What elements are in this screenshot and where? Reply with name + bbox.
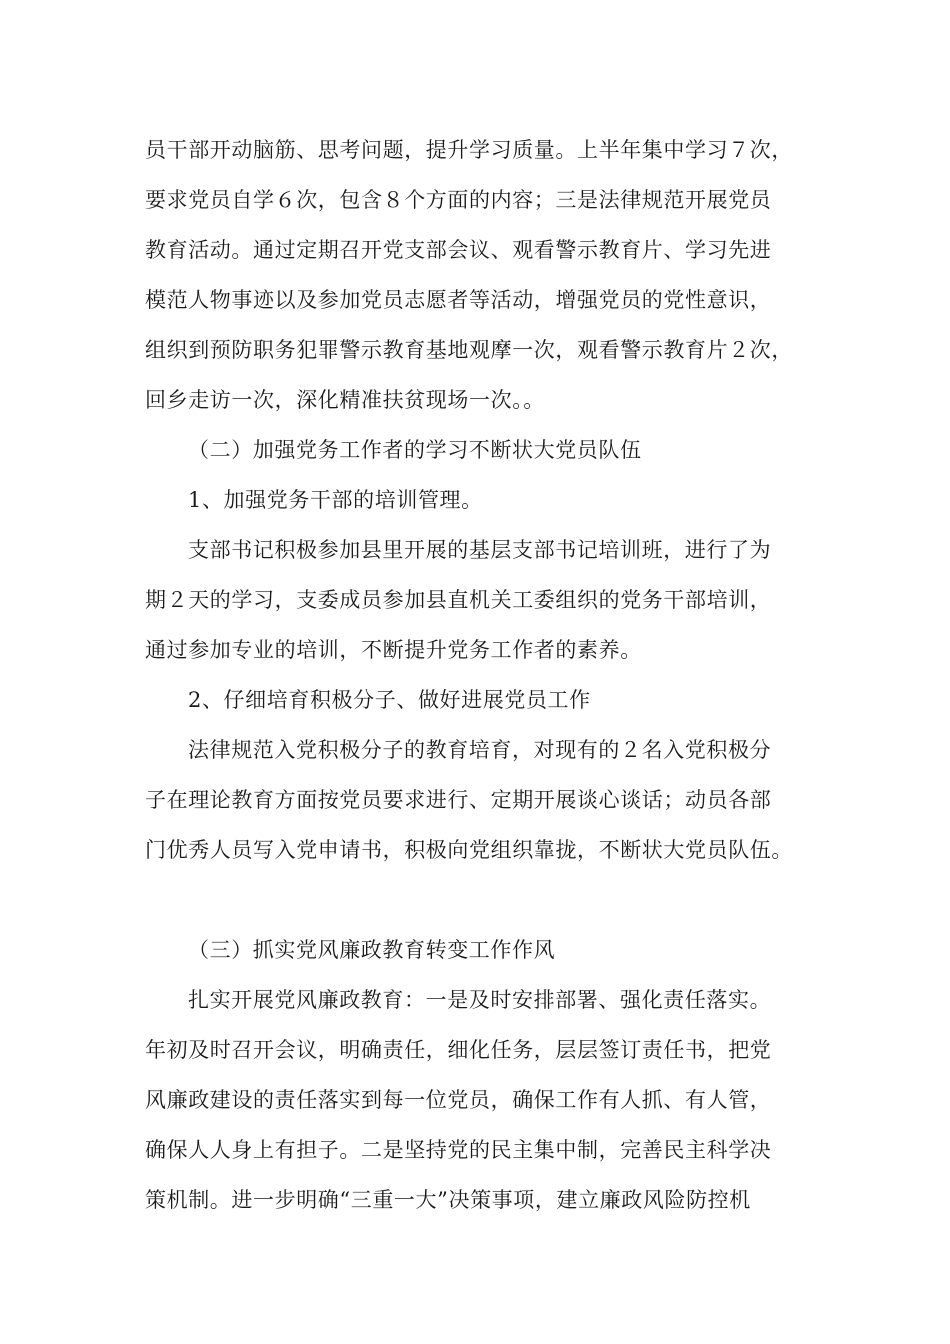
paragraph-line: 确保人人身上有担子。二是坚持党的民主集中制，完善民主科学决 bbox=[145, 1138, 772, 1162]
paragraph-line: 教育活动。通过定期召开党支部会议、观看警示教育片、学习先进 bbox=[145, 238, 772, 262]
subsection-heading-1: 1、加强党务干部的培训管理。 bbox=[188, 488, 483, 512]
paragraph-line: 员干部开动脑筋、思考问题，提升学习质量。上半年集中学习７次， bbox=[145, 138, 793, 162]
subsection-heading-2: 2、仔细培育积极分子、做好进展党员工作 bbox=[188, 688, 591, 712]
paragraph-line: 模范人物事迹以及参加党员志愿者等活动，增强党员的党性意识， bbox=[145, 288, 772, 312]
paragraph-line: 扎实开展党风廉政教育：一是及时安排部署、强化责任落实。 bbox=[188, 988, 772, 1012]
paragraph-line: 要求党员自学６次，包含８个方面的内容；三是法律规范开展党员 bbox=[145, 188, 772, 212]
paragraph-line: 回乡走访一次，深化精准扶贫现场一次。。 bbox=[145, 388, 545, 412]
paragraph-line: 通过参加专业的培训，不断提升党务工作者的素养。 bbox=[145, 638, 642, 662]
paragraph-line: 风廉政建设的责任落实到每一位党员，确保工作有人抓、有人管， bbox=[145, 1088, 772, 1112]
section-heading-2: （二）加强党务工作者的学习不断状大党员队伍 bbox=[188, 438, 642, 462]
paragraph-line: 支部书记积极参加县里开展的基层支部书记培训班，进行了为 bbox=[188, 538, 772, 562]
paragraph-line: 组织到预防职务犯罪警示教育基地观摩一次，观看警示教育片２次， bbox=[145, 338, 793, 362]
paragraph-line: 法律规范入党积极分子的教育培育，对现有的２名入党积极分 bbox=[188, 738, 772, 762]
paragraph-line: 门优秀人员写入党申请书，积极向党组织靠拢，不断状大党员队伍。 bbox=[145, 838, 793, 862]
section-heading-3: （三）抓实党风廉政教育转变工作作风 bbox=[188, 938, 556, 962]
paragraph-line: 年初及时召开会议，明确责任，细化任务，层层签订责任书，把党 bbox=[145, 1038, 772, 1062]
paragraph-line: 期２天的学习，支委成员参加县直机关工委组织的党务干部培训， bbox=[145, 588, 772, 612]
paragraph-line: 策机制。进一步明确“三重一大”决策事项，建立廉政风险防控机 bbox=[145, 1188, 751, 1212]
paragraph-line: 子在理论教育方面按党员要求进行、定期开展谈心谈话；动员各部 bbox=[145, 788, 772, 812]
